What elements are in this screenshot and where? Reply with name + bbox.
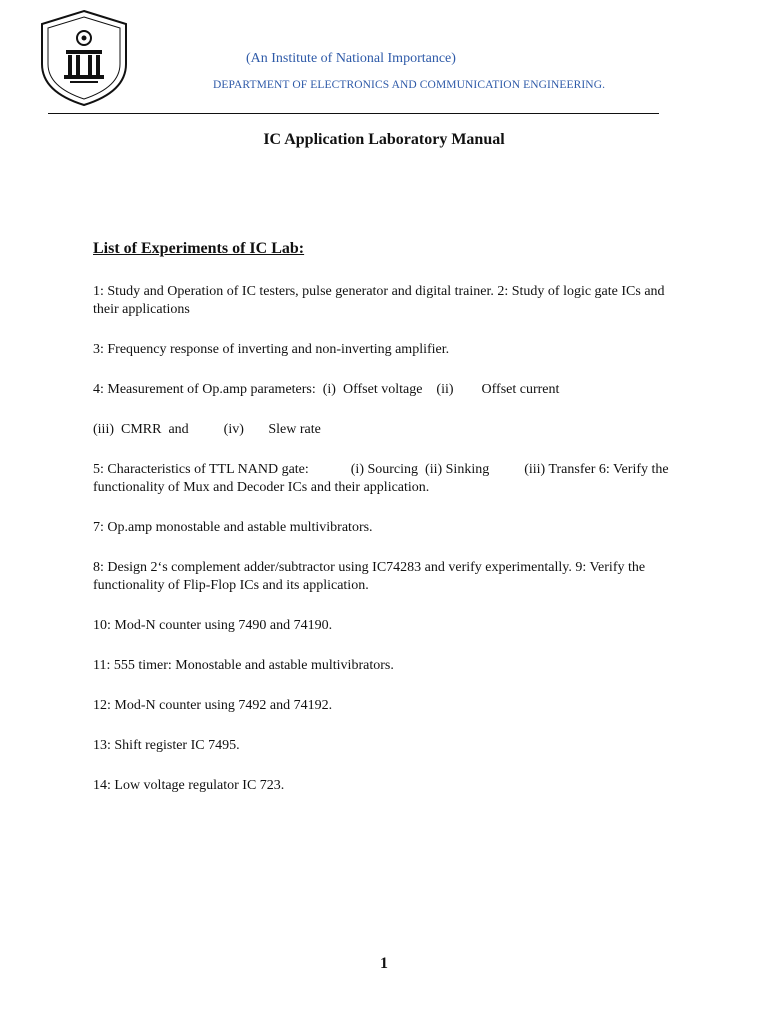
department-name: DEPARTMENT OF ELECTRONICS AND COMMUNICATION ENGINEERING.: [213, 79, 606, 91]
experiment-item: 1: Study and Operation of IC testers, pulse generator and digital trainer. 2: Study of logic gate ICs and their applications: [93, 284, 669, 317]
experiment-item: 10: Mod-N counter using 7490 and 74190.: [93, 618, 333, 633]
header-divider: [48, 113, 659, 114]
page-number: 1: [380, 955, 388, 972]
experiment-item: 13: Shift register IC 7495.: [93, 738, 240, 753]
experiment-item: 11: 555 timer: Monostable and astable multivibrators.: [93, 658, 394, 673]
experiment-item: 7: Op.amp monostable and astable multivibrators.: [93, 520, 373, 535]
experiment-item: 3: Frequency response of inverting and non-inverting amplifier.: [93, 342, 450, 357]
experiment-item: 4: Measurement of Op.amp parameters: (i) Offset voltage (ii) Offset current: [93, 382, 560, 397]
institute-tagline: (An Institute of National Importance): [246, 51, 456, 66]
document-title: IC Application Laboratory Manual: [263, 131, 505, 148]
experiment-item: 14: Low voltage regulator IC 723.: [93, 778, 285, 793]
experiment-item: (iii) CMRR and (iv) Slew rate: [93, 422, 321, 437]
experiment-item: 8: Design 2‘s complement adder/subtractor using IC74283 and verify experimentally. 9: Verify the functionality of Flip-Flop ICs and its application.: [93, 560, 649, 593]
institute-logo: [36, 8, 132, 108]
list-heading: List of Experiments of IC Lab:: [93, 240, 305, 257]
experiment-item: 12: Mod-N counter using 7492 and 74192.: [93, 698, 333, 713]
experiment-item: 5: Characteristics of TTL NAND gate: (i) Sourcing (ii) Sinking (iii) Transfer 6: Verify the functionality of Mux and Decoder ICs and their application.: [93, 462, 673, 495]
